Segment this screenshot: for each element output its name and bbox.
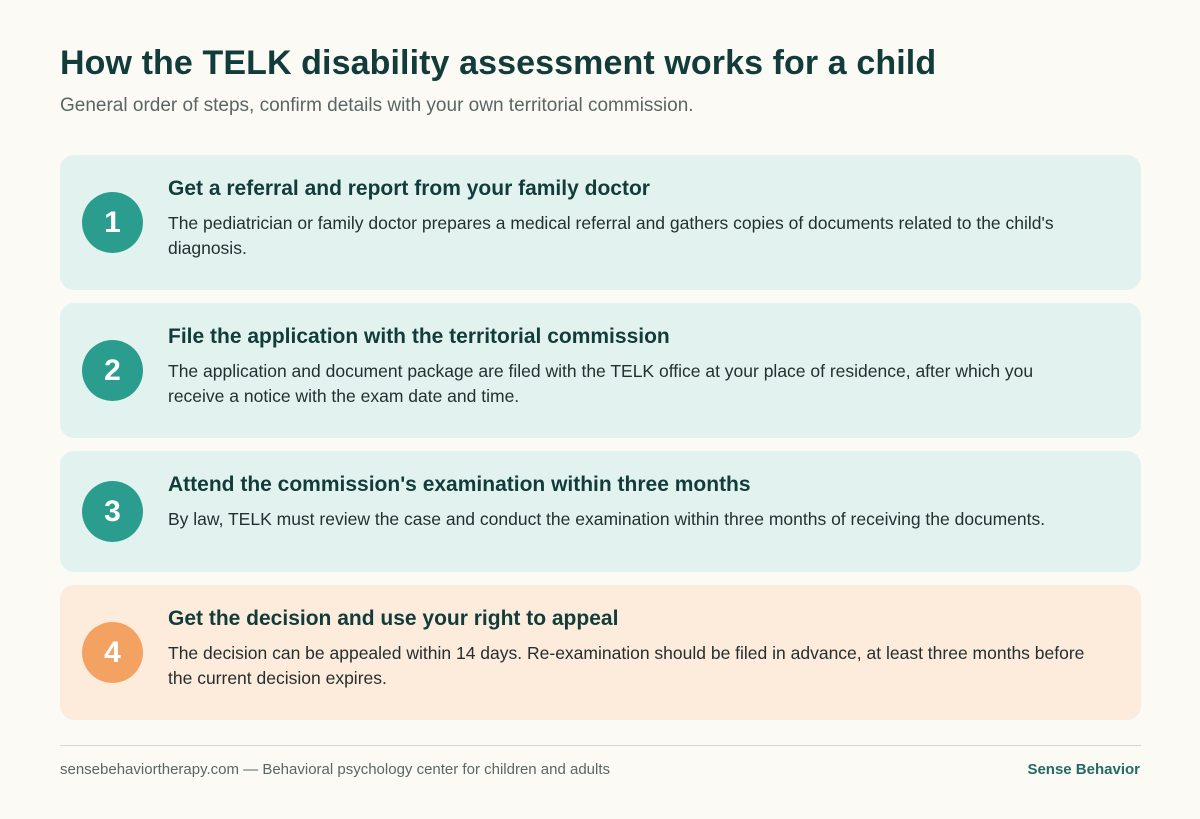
step-card-3 bbox=[60, 451, 1141, 572]
step-number-badge: 4 bbox=[82, 622, 143, 683]
step-title: Get the decision and use your right to appeal bbox=[168, 607, 619, 630]
step-title: Attend the commission's examination within three months bbox=[168, 473, 751, 496]
step-description: The application and document package are filed with the TELK office at your place of residence, after which you receive a notice with the exam date and time. bbox=[168, 361, 1034, 406]
step-number-badge: 2 bbox=[82, 340, 143, 401]
step-card-2 bbox=[60, 303, 1141, 438]
page-subtitle: General order of steps, confirm details with your own territorial commission. bbox=[60, 95, 694, 116]
step-title: Get a referral and report from your family doctor bbox=[168, 177, 650, 200]
page-title: How the TELK disability assessment works for a child bbox=[60, 44, 937, 82]
footer-site-text: sensebehaviortherapy.com — Behavioral psychology center for children and adults bbox=[60, 761, 611, 778]
step-card-4 bbox=[60, 585, 1141, 720]
step-number-badge: 3 bbox=[82, 481, 143, 542]
footer-divider bbox=[60, 745, 1141, 746]
steps-list bbox=[60, 155, 1141, 733]
step-description: The decision can be appealed within 14 days. Re-examination should be filed in advance, at least three months before the current decision expires. bbox=[168, 643, 1085, 688]
step-title: File the application with the territorial commission bbox=[168, 325, 670, 348]
step-description: By law, TELK must review the case and conduct the examination within three months of receiving the documents. bbox=[168, 509, 1046, 529]
footer-brand: Sense Behavior bbox=[1027, 761, 1140, 778]
step-card-1 bbox=[60, 155, 1141, 290]
step-description: The pediatrician or family doctor prepares a medical referral and gathers copies of documents related to the child's diagnosis. bbox=[168, 213, 1054, 258]
step-number-badge: 1 bbox=[82, 192, 143, 253]
